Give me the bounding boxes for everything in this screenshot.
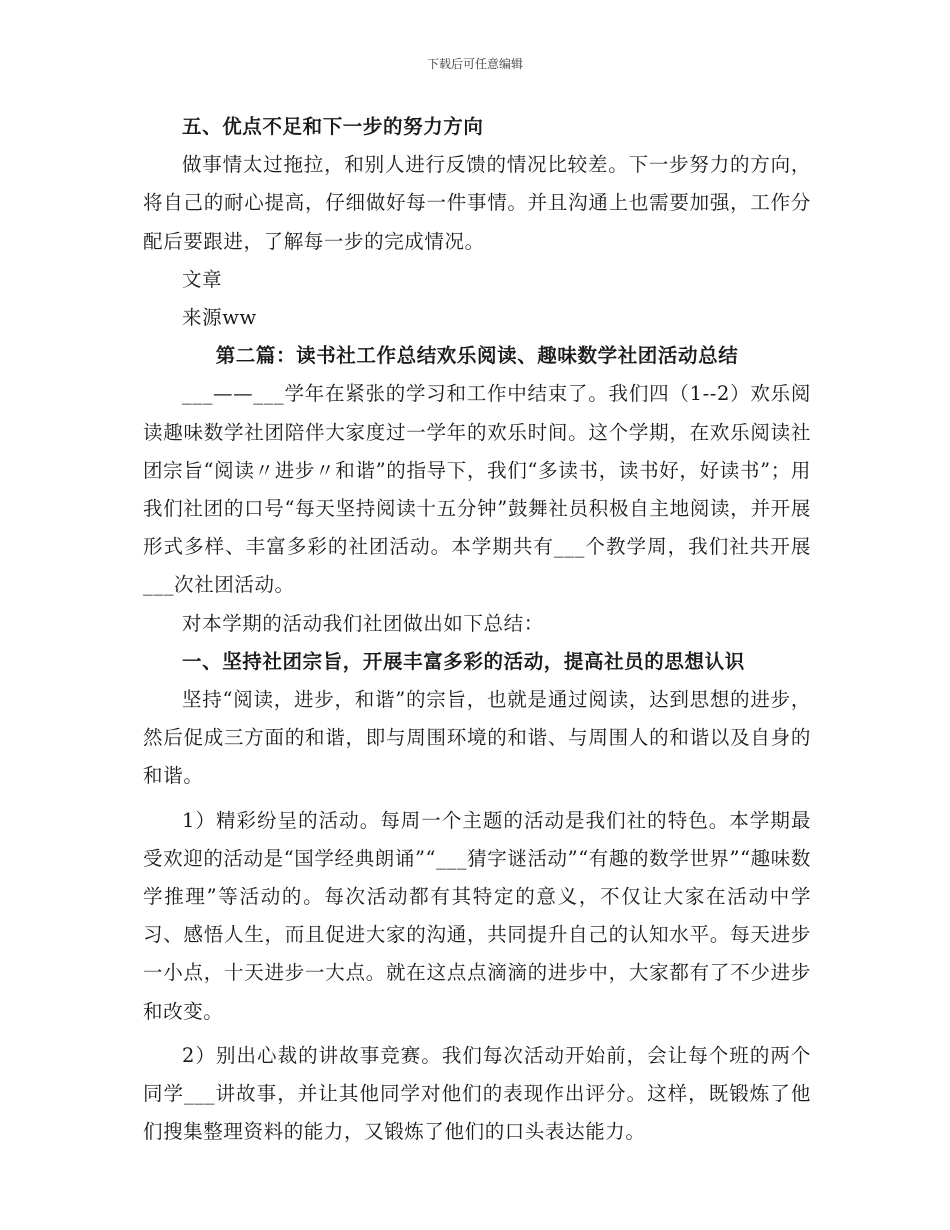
- section1-paragraph: 坚持“阅读，进步，和谐”的宗旨，也就是通过阅读，达到思想的进步，然后促成三方面的和谐，即与周围环境的和谐、与周围人的和谐以及自身的和谐。: [143, 688, 811, 788]
- header-note: 下载后可任意编辑: [426, 57, 523, 71]
- section5-paragraph: 做事情太过拖拉，和别人进行反馈的情况比较差。下一步努力的方向，将自己的耐心提高，仔细做好每一件事情。并且沟通上也需要加强，工作分配后要跟进，了解每一步的完成情况。: [143, 153, 811, 253]
- item2-paragraph: 2）别出心裁的讲故事竞赛。我们每次活动开始前，会让每个班的两个同学___讲故事，并让其他同学对他们的表现作出评分。这样，既锻炼了他们搜集整理资料的能力，又锻炼了他们的口头表达能力。: [143, 1043, 811, 1144]
- section1-heading: 一、坚持社团宗旨，开展丰富多彩的活动，提高社员的思想认识: [182, 649, 745, 673]
- summary-intro: 对本学期的活动我们社团做出如下总结：: [182, 611, 544, 635]
- item1-paragraph: 1）精彩纷呈的活动。每周一个主题的活动是我们社的特色。本学期最受欢迎的活动是“国学经典朗诵”“___猜字谜活动”“有趣的数学世界”“趣味数学推理”等活动的。每次活动都有其特定的意义，不仅让大家在活动中学习、感悟人生，而且促进大家的沟通，共同提升自己的认知水平。每天进步一小点，十天进步一大点。就在这点点滴滴的进步中，大家都有了不少进步和改变。: [143, 808, 811, 1023]
- source-line-1: 文章: [182, 267, 223, 291]
- document-body: [143, 108, 811, 1151]
- source-line-2: 来源ww: [182, 306, 257, 330]
- intro-paragraph: ___——___学年在紧张的学习和工作中结束了。我们四（1--2）欢乐阅读趣味数学社团陪伴大家度过一学年的欢乐时间。这个学期，在欢乐阅读社团宗旨“阅读〃进步〃和谐”的指导下，我们“多读书，读书好，好读书”；用我们社团的口号“每天坚持阅读十五分钟”鼓舞社员积极自主地阅读，并开展形式多样、丰富多彩的社团活动。本学期共有___个教学周，我们社共开展___次社团活动。: [143, 382, 811, 597]
- part2-title: 第二篇：读书社工作总结欢乐阅读、趣味数学社团活动总结: [215, 344, 739, 368]
- section5-heading: 五、优点不足和下一步的努力方向: [182, 115, 484, 138]
